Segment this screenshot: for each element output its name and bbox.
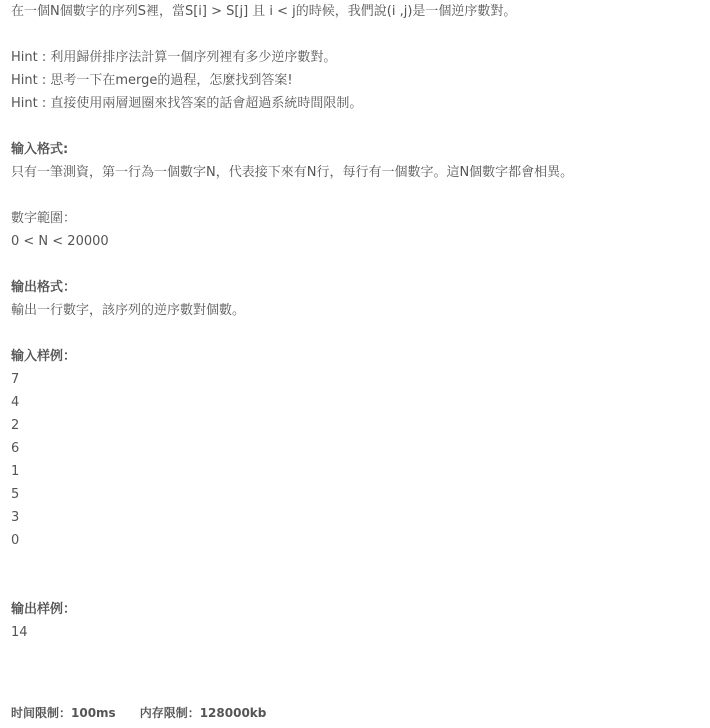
sample-input-line: 1 [11, 464, 20, 479]
sample-input-line: 7 [11, 372, 20, 387]
spacer [11, 575, 701, 598]
sample-input-block [11, 368, 701, 552]
spacer [11, 23, 701, 46]
sample-output-line: 14 [11, 625, 28, 640]
hint-3: Hint : 直接使用兩層迴圈來找答案的話會超過系統時間限制。 [11, 96, 363, 111]
memory-limit: 内存限制：128000kb [139, 706, 267, 720]
input-format-heading: 输入格式: [11, 142, 69, 157]
output-format-text: 輸出一行數字，該序列的逆序數對個數。 [11, 303, 246, 318]
spacer [11, 184, 701, 207]
problem-content [11, 0, 701, 644]
sample-input-line: 6 [11, 441, 20, 456]
time-limit: 时间限制：100ms [11, 706, 116, 720]
sample-input-line: 3 [11, 510, 20, 525]
hint-1: Hint : 利用歸併排序法計算一個序列裡有多少逆序數對。 [11, 50, 337, 65]
sample-input-line: 0 [11, 533, 20, 548]
spacer [11, 115, 701, 138]
sample-input-line: 5 [11, 487, 20, 502]
range-text: 0 < N < 20000 [11, 234, 109, 249]
range-heading: 數字範圍： [11, 211, 77, 226]
spacer [11, 552, 701, 575]
input-format-text: 只有一筆測資，第一行為一個數字N，代表接下來有N行，每行有一個數字。這N個數字都會相異。 [11, 165, 574, 180]
problem-statement: 在一個N個數字的序列S裡，當S[i] > S[j] 且 i < j的時候，我們說(i ,j)是一個逆序數對。 [11, 4, 517, 19]
sample-input-line: 2 [11, 418, 20, 433]
output-format-heading: 输出格式： [11, 280, 77, 295]
sample-input-heading: 输入样例： [11, 349, 77, 364]
spacer [11, 253, 701, 276]
hint-2: Hint : 思考一下在merge的過程，怎麼找到答案! [11, 73, 293, 88]
limits-footer [11, 702, 266, 724]
spacer [11, 322, 701, 345]
sample-input-line: 4 [11, 395, 20, 410]
sample-output-heading: 输出样例： [11, 602, 77, 617]
